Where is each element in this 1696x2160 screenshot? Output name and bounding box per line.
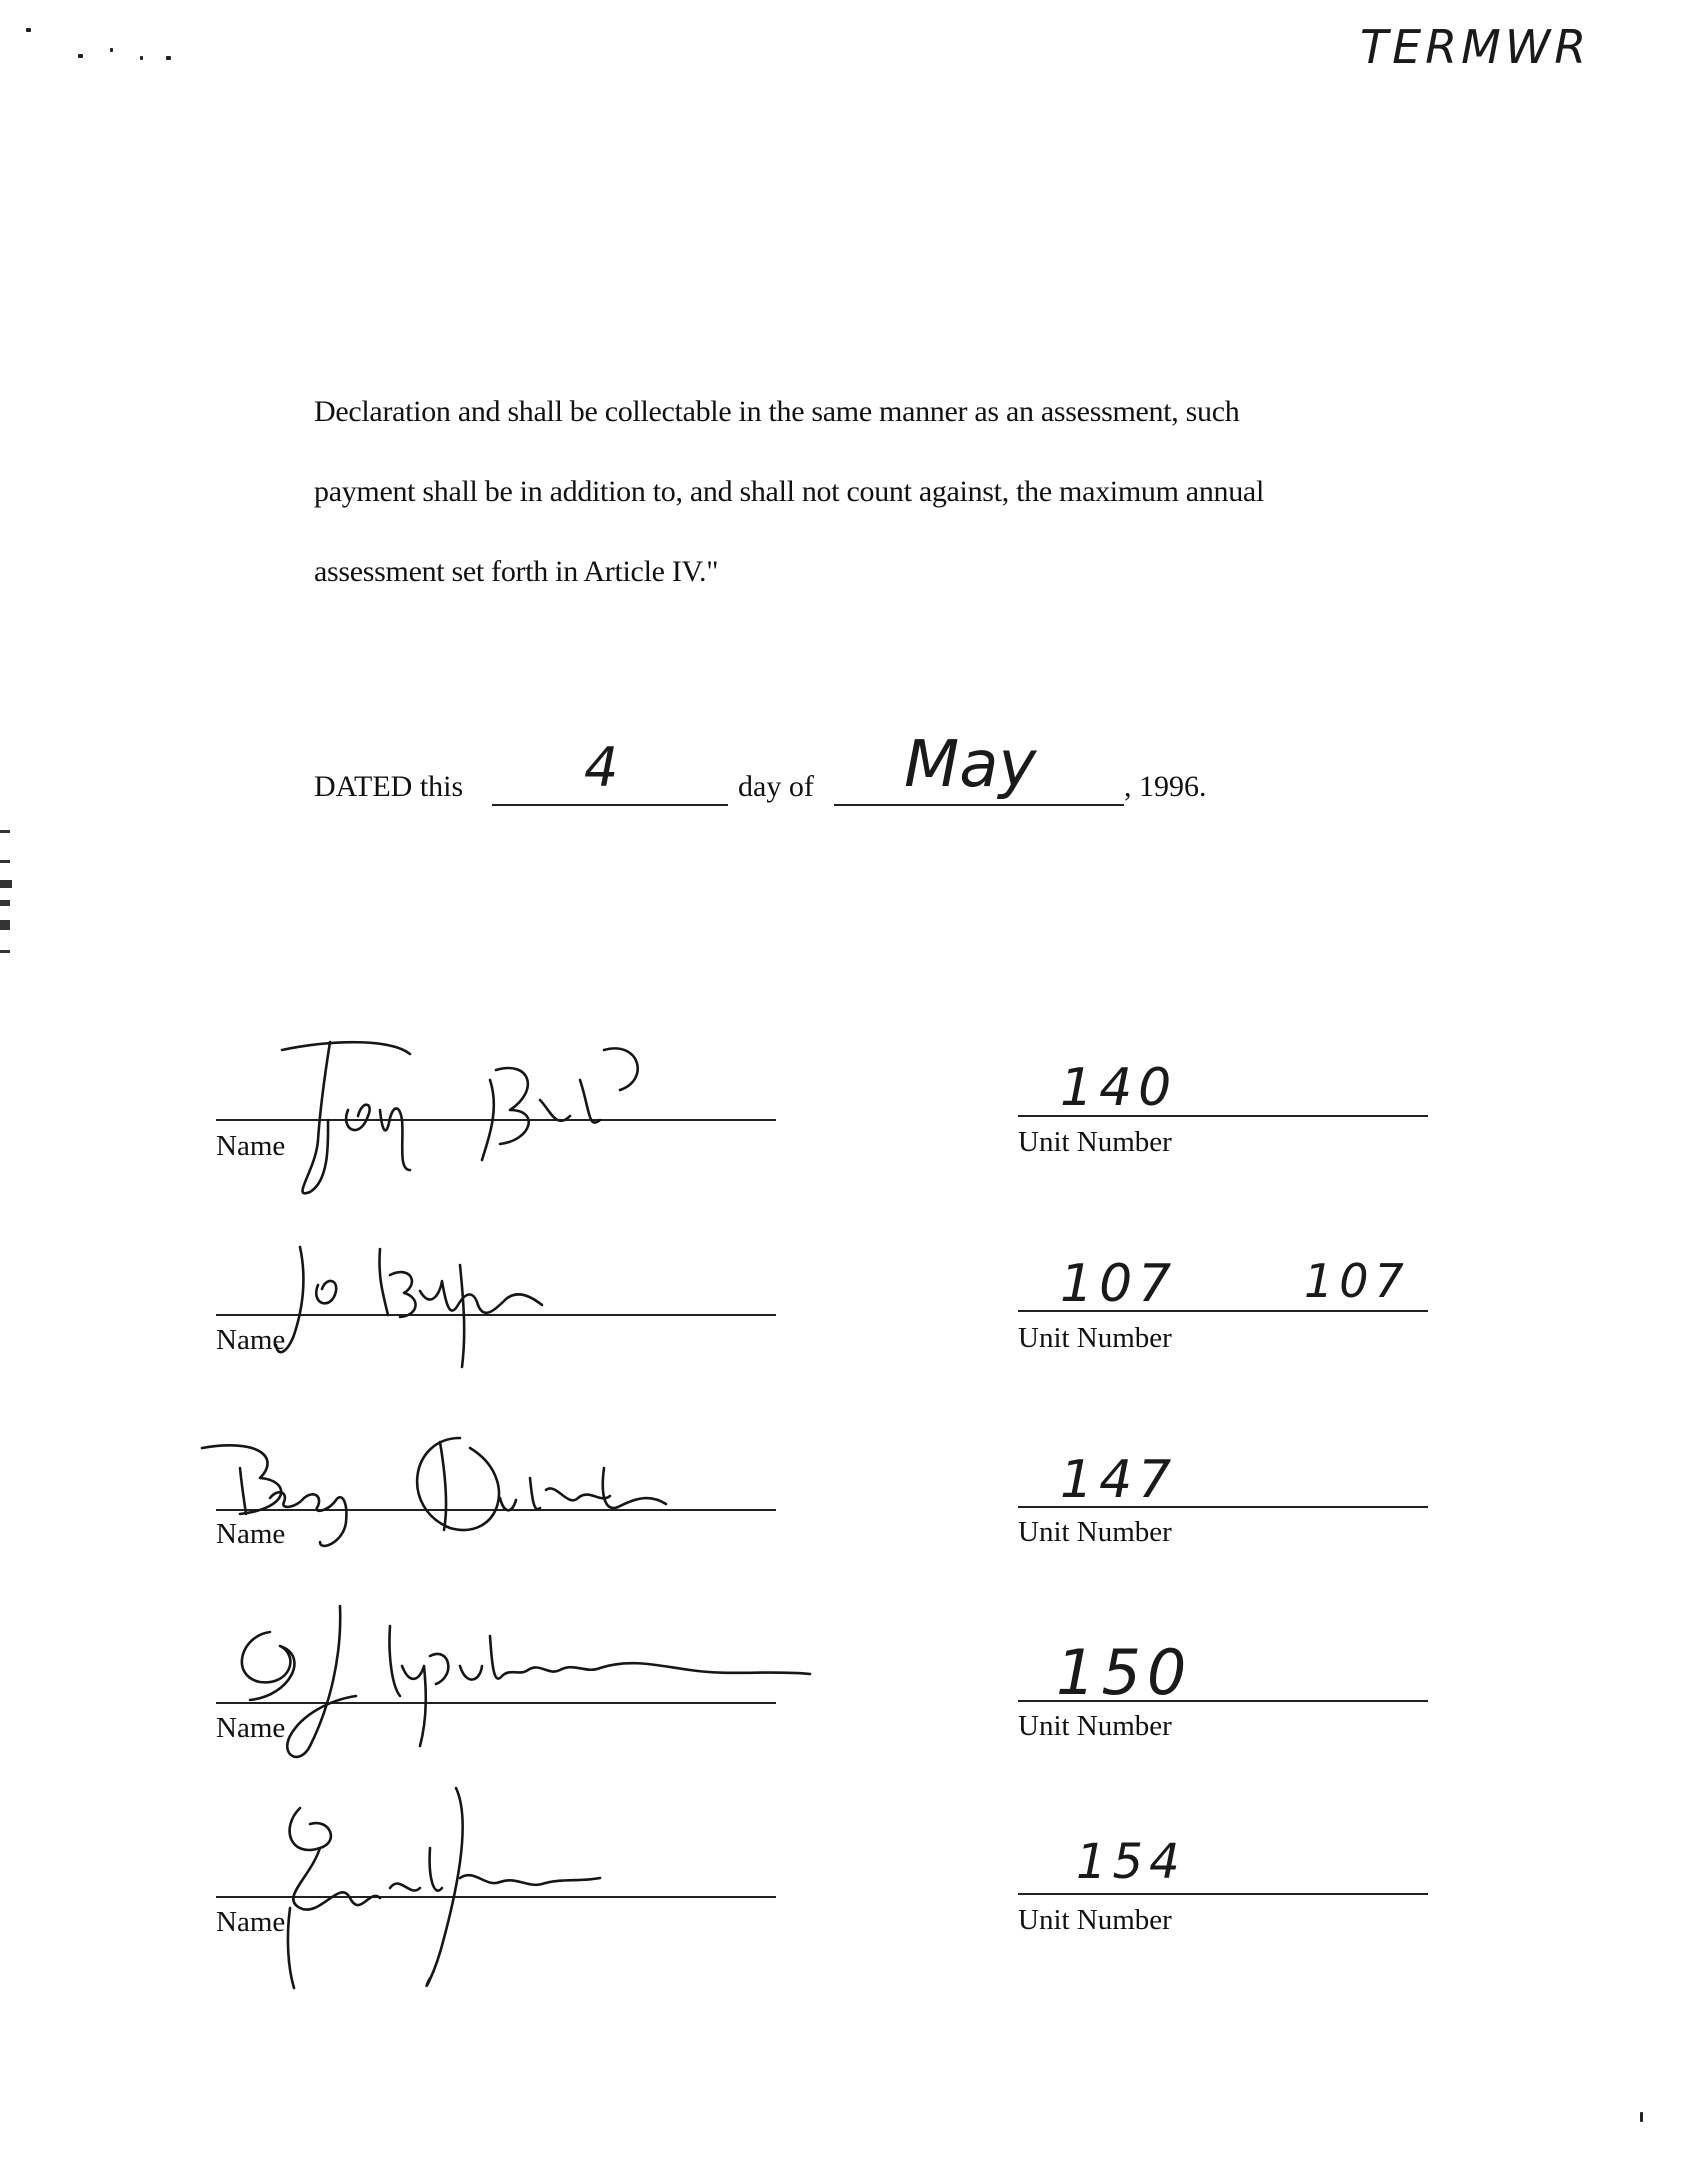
- unit-number-label: Unit Number: [1018, 1710, 1172, 1742]
- dated-middle: day of: [738, 770, 814, 803]
- corner-handwritten-note: TERMWR: [1360, 20, 1591, 74]
- name-label: Name: [216, 1518, 286, 1550]
- day-blank: [492, 804, 728, 806]
- unit-number-label: Unit Number: [1018, 1322, 1172, 1354]
- unit-number-line: [1018, 1893, 1428, 1895]
- dated-prefix: DATED this: [314, 770, 464, 803]
- name-label: Name: [216, 1324, 286, 1356]
- month-handwritten-value: May: [904, 728, 1037, 802]
- paragraph-line: assessment set forth in Article IV.": [314, 555, 719, 588]
- handwritten-signature: [270, 1020, 690, 1210]
- extra-unit-handwritten-value: 107: [1304, 1254, 1410, 1308]
- paragraph-line: payment shall be in addition to, and shall not count against, the maximum annual: [314, 475, 1264, 508]
- unit-number-label: Unit Number: [1018, 1516, 1172, 1548]
- handwritten-signature: [270, 1235, 590, 1375]
- unit-handwritten-value: 140: [1060, 1058, 1178, 1118]
- day-handwritten-value: 4: [584, 736, 619, 799]
- name-label: Name: [216, 1906, 286, 1938]
- body-paragraph: [314, 372, 1434, 612]
- month-blank: [834, 804, 1124, 806]
- unit-handwritten-value: 150: [1056, 1636, 1193, 1709]
- unit-number-label: Unit Number: [1018, 1126, 1172, 1158]
- unit-handwritten-value: 147: [1060, 1450, 1178, 1510]
- handwritten-signature: [230, 1596, 830, 1766]
- paragraph-line: Declaration and shall be collectable in the same manner as an assessment, such: [314, 395, 1240, 428]
- name-label: Name: [216, 1712, 286, 1744]
- unit-number-label: Unit Number: [1018, 1904, 1172, 1936]
- dated-suffix: , 1996.: [1124, 770, 1207, 803]
- scan-margin-marks: [0, 800, 12, 1000]
- unit-handwritten-value: 107: [1060, 1254, 1178, 1314]
- handwritten-signature: [260, 1778, 660, 1998]
- unit-handwritten-value: 154: [1076, 1834, 1186, 1890]
- dated-line: [314, 728, 1314, 810]
- name-label: Name: [216, 1130, 286, 1162]
